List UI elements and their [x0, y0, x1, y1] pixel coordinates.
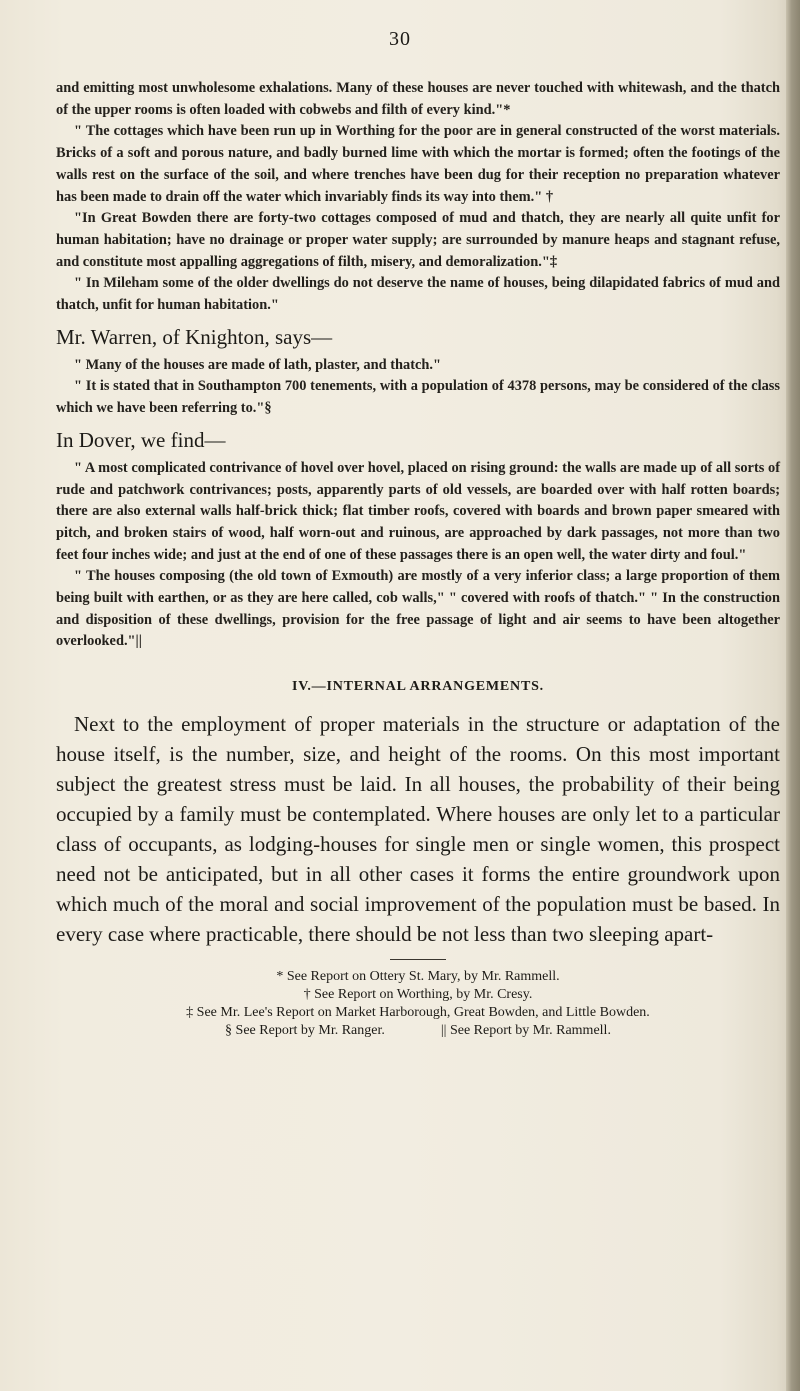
text-column [56, 78, 780, 1040]
section-heading: IV.—INTERNAL ARRANGEMENTS. [292, 679, 544, 695]
warren-paragraph-1: " Many of the houses are made of lath, plaster, and thatch." [74, 356, 441, 373]
footnote-2: † See Report on Worthing, by Mr. Cresy. [303, 987, 533, 1003]
quote-paragraph-2: " The cottages which have been run up in Worthing for the poor are in general constructed of the worst materials. Bricks of a soft and porous nature, and badly burned lime with which the mortar is formed; often the footings of the walls rest on the surface of the soil, and where trenches have been dug for their reception no preparation whatever has been made to drain off the water which invariably finds its way into them." † [56, 123, 780, 205]
quote-paragraph-4: " In Mileham some of the older dwellings do not deserve the name of houses, being dilapidated fabrics of mud and thatch, unfit for human habitation." [56, 275, 780, 314]
footnote-3: ‡ See Mr. Lee's Report on Market Harborough, Great Bowden, and Little Bowden. [186, 1005, 650, 1021]
footnote-row [56, 1022, 780, 1040]
page-number: 30 [389, 28, 411, 50]
heading-warren: Mr. Warren, of Knighton, says— [56, 324, 333, 349]
heading-dover: In Dover, we find— [56, 427, 226, 452]
dover-paragraph-1: " A most complicated contrivance of hovel over hovel, placed on rising ground: the walls are made up of all sorts of rude and patchwork contrivances; posts, apparently parts of old vessels, are boarded over with half rotten boards; there are also external walls half-brick thick; flat timber roofs, covered with boards and brown paper smeared with pitch, and broken stairs of wood, half worn-out and ruinous, are approached by dark passages, not more than two feet four inches wide; and just at the end of one of these passages there is an open well, the water dirty and foul." [56, 459, 780, 563]
quote-paragraph-3: "In Great Bowden there are forty-two cottages composed of mud and thatch, they are nearly all quite unfit for human habitation; have no drainage or proper water supply; are surrounded by manure heaps and stagnant refuse, and constitute most appalling aggregations of filth, misery, and demoralization."‡ [56, 210, 780, 270]
main-paragraph: Next to the employment of proper materials in the structure or adaptation of the house itself, is the number, size, and height of the rooms. On this most important subject the greatest stress must be laid. In all houses, the probability of their being occupied by a family must be contemplated. Where houses are only let to a particular class of occupants, as lodging-houses for single men or single women, this prospect need not be anticipated, but in all other cases it forms the entire groundwork upon which much of the moral and social improvement of the population must be based. In every case where practicable, there should be not less than two sleeping apart- [56, 712, 780, 947]
quote-paragraph-1: and emitting most unwholesome exhalations. Many of these houses are never touched with whitewash, and the thatch of the upper rooms is often loaded with cobwebs and filth of every kind."* [56, 80, 780, 118]
dover-paragraph-2: " The houses composing (the old town of Exmouth) are mostly of a very inferior class; a large proportion of them being built with earthen, or as they are here called, cob walls," " covered with roofs of thatch." " In the construction and disposition of these dwellings, provision for the free passage of light and air seems to have been altogether overlooked."|| [56, 568, 780, 650]
warren-paragraph-2: " It is stated that in Southampton 700 tenements, with a population of 4378 persons, may be considered of the class which we have been referring to."§ [56, 378, 780, 417]
footnote-1: * See Report on Ottery St. Mary, by Mr. Rammell. [276, 969, 560, 985]
footnote-5: || See Report by Mr. Rammell. [440, 1023, 611, 1039]
page-edge [786, 0, 800, 1391]
footnote-4: § See Report by Mr. Ranger. [225, 1023, 385, 1039]
footnote-divider [390, 959, 446, 960]
